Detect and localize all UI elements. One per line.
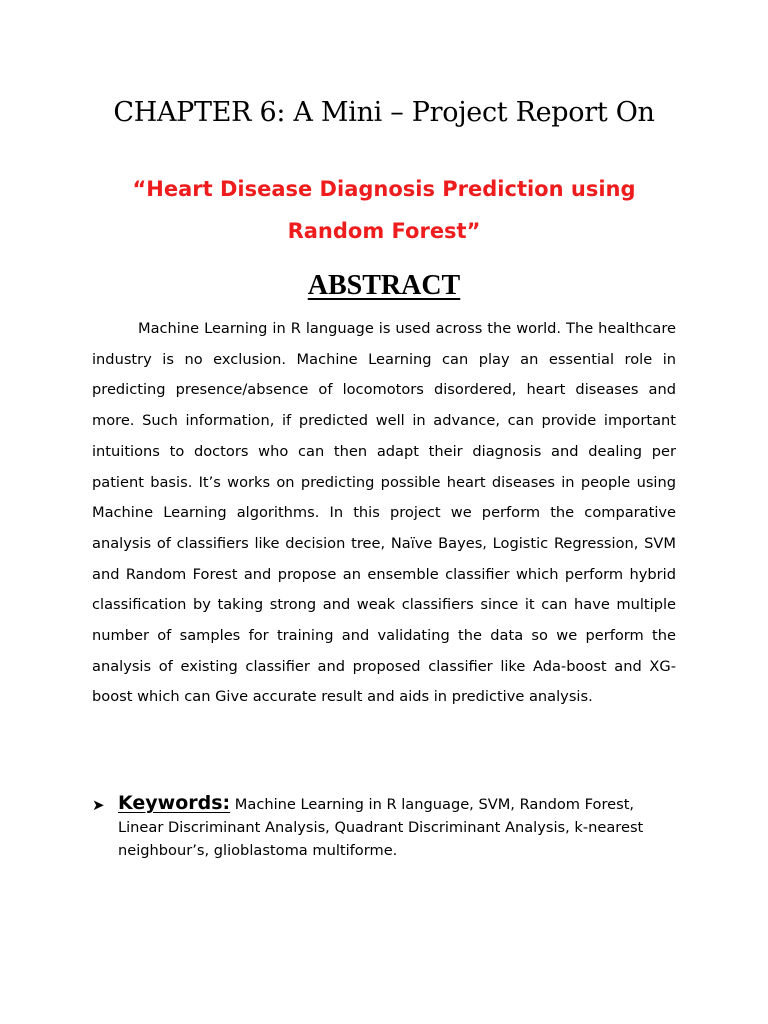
keywords-item (92, 792, 652, 862)
chapter-title: CHAPTER 6: A Mini – Project Report On (113, 97, 655, 128)
keywords-list (92, 792, 652, 862)
project-title: “Heart Disease Diagnosis Prediction using Random Forest” (132, 177, 636, 243)
abstract-heading: ABSTRACT (307, 270, 461, 301)
keywords-text: Machine Learning in R language, SVM, Random Forest, Linear Discriminant Analysis, Quadrant Discriminant Analysis, k-nearest neighbour’s, glioblastoma multiforme. (118, 796, 644, 859)
keywords-label: Keywords: (118, 792, 231, 814)
arrow-bullet-icon: ➤ (92, 796, 105, 814)
abstract-paragraph: Machine Learning in R language is used across the world. The healthcare industry is no exclusion. Machine Learning can play an essential role in predicting presence/absence of locomotors disordered, heart diseases and more. Such information, if predicted well in advance, can provide important intuitions to doctors who can then adapt their diagnosis and dealing per patient basis. It’s works on predicting possible heart diseases in people using Machine Learning algorithms. In this project we perform the comparative analysis of classifiers like decision tree, Naïve Bayes, Logistic Regression, SVM and Random Forest and propose an ensemble classifier which perform hybrid classification by taking strong and weak classifiers since it can have multiple number of samples for training and validating the data so we perform the analysis of existing classifier and proposed classifier like Ada-boost and XG-boost which can Give accurate result and aids in predictive analysis. (92, 320, 676, 706)
